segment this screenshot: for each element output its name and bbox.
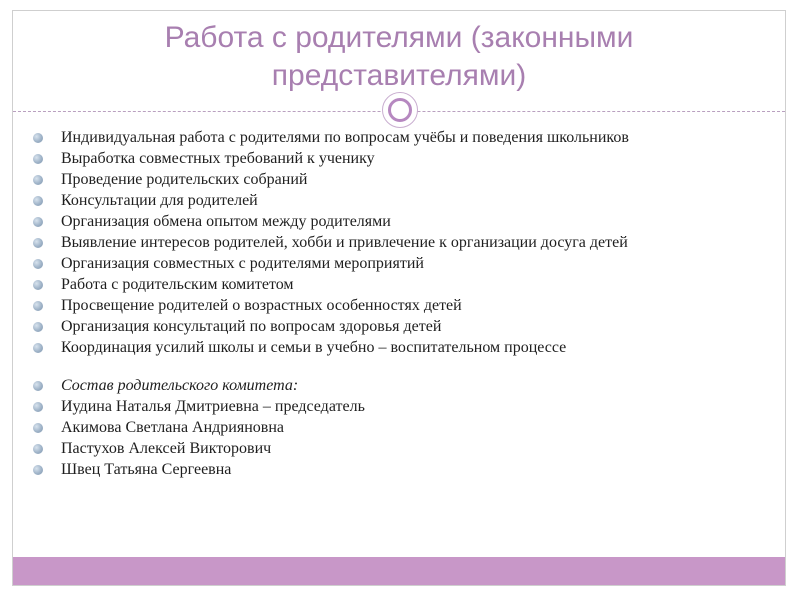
bullet-icon xyxy=(33,133,43,143)
bullet-icon xyxy=(33,175,43,185)
committee-list xyxy=(33,376,753,479)
list-item xyxy=(33,275,753,294)
list-item xyxy=(33,170,753,189)
list-item-text: Выработка совместных требований к ученику xyxy=(61,150,375,167)
list-item xyxy=(33,149,753,168)
committee-member xyxy=(33,460,753,479)
committee-member-text: Акимова Светлана Андрияновна xyxy=(61,419,284,436)
bullet-icon xyxy=(33,259,43,269)
slide xyxy=(12,10,786,586)
bullet-icon xyxy=(33,381,43,391)
list-item-text: Организация консультаций по вопросам здоровья детей xyxy=(61,318,442,335)
ring-ornament-icon xyxy=(382,92,418,128)
list-item-text: Организация обмена опытом между родителями xyxy=(61,213,391,230)
list-item-text: Просвещение родителей о возрастных особенностях детей xyxy=(61,297,462,314)
bullet-icon xyxy=(33,238,43,248)
list-item xyxy=(33,338,753,357)
bullet-icon xyxy=(33,423,43,433)
bullet-icon xyxy=(33,217,43,227)
committee-member xyxy=(33,418,753,437)
committee-member-text: Иудина Наталья Дмитриевна – председатель xyxy=(61,398,365,415)
list-item-text: Проведение родительских собраний xyxy=(61,171,308,188)
slide-title-line-2: представителями) xyxy=(271,59,527,92)
committee-member-text: Пастухов Алексей Викторович xyxy=(61,440,272,457)
committee-heading-text: Состав родительского комитета: xyxy=(61,377,299,394)
bullet-icon xyxy=(33,402,43,412)
bullet-icon xyxy=(33,465,43,475)
list-item-text: Работа с родительским комитетом xyxy=(61,276,294,293)
committee-heading xyxy=(33,376,753,395)
list-item-text: Организация совместных с родителями мероприятий xyxy=(61,255,424,272)
bullet-icon xyxy=(33,196,43,206)
list-spacer xyxy=(33,359,753,376)
list-item xyxy=(33,317,753,336)
slide-title xyxy=(13,19,785,95)
committee-member-text: Швец Татьяна Сергеевна xyxy=(61,461,232,478)
bullet-icon xyxy=(33,154,43,164)
list-item-text: Координация усилий школы и семьи в учебно – воспитательном процессе xyxy=(61,339,567,356)
committee-member xyxy=(33,397,753,416)
ring-ornament-inner xyxy=(388,98,412,122)
footer-bar xyxy=(13,557,785,585)
list-item xyxy=(33,191,753,210)
list-item-text: Консультации для родителей xyxy=(61,192,258,209)
bullet-icon xyxy=(33,301,43,311)
committee-member xyxy=(33,439,753,458)
bullet-icon xyxy=(33,444,43,454)
slide-title-line-1: Работа с родителями (законными xyxy=(164,21,634,54)
list-item-text: Индивидуальная работа с родителями по вопросам учёбы и поведения школьников xyxy=(61,129,629,146)
bullet-icon xyxy=(33,343,43,353)
list-item-text: Выявление интересов родителей, хобби и привлечение к организации досуга детей xyxy=(61,234,628,251)
slide-content xyxy=(33,128,753,481)
list-item xyxy=(33,212,753,231)
list-item xyxy=(33,296,753,315)
list-item xyxy=(33,128,753,147)
bullet-icon xyxy=(33,280,43,290)
list-item xyxy=(33,233,753,252)
work-list xyxy=(33,128,753,357)
list-item xyxy=(33,254,753,273)
bullet-icon xyxy=(33,322,43,332)
